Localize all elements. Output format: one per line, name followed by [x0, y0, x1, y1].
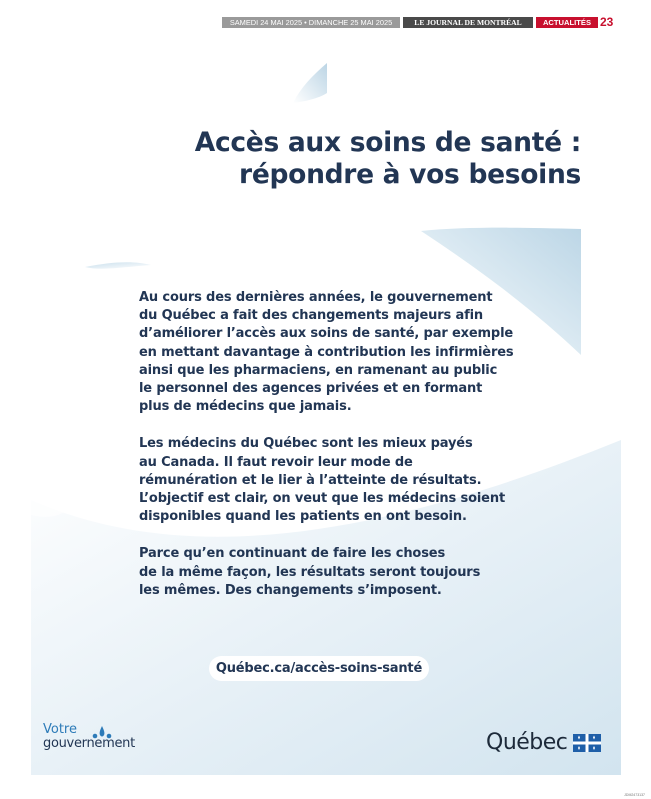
masthead-journal-name: LE JOURNAL DE MONTRÉAL [403, 17, 533, 28]
text-line: Les médecins du Québec sont les mieux payés [139, 436, 473, 452]
votre-label: Votre [43, 722, 77, 737]
votre-gouvernement-logo [43, 723, 153, 755]
text-line: disponibles quand les patients en ont besoin. [139, 509, 467, 525]
text-line: L’objectif est clair, on veut que les médecins soient [139, 491, 506, 507]
masthead-date: SAMEDI 24 MAI 2025 • DIMANCHE 25 MAI 2025 [222, 17, 400, 28]
text-line: rémunération et le lier à l’atteinte de résultats. [139, 472, 482, 488]
text-line: les mêmes. Des changements s’imposent. [139, 582, 442, 598]
text-line: Parce qu’en continuant de faire les choses [139, 546, 446, 562]
ad-title-line: Accès aux soins de santé : [194, 127, 581, 158]
text-line: au Canada. Il faut revoir leur mode de [139, 454, 413, 470]
text-line: ainsi que les pharmaciens, en ramenant au public [139, 362, 498, 378]
masthead-section: ACTUALITÉS [536, 17, 598, 28]
advertisement [31, 55, 621, 775]
text-line: Au cours des dernières années, le gouvernement [139, 290, 493, 305]
text-line: plus de médecins que jamais. [139, 399, 352, 415]
gouvernement-label: gouvernement [43, 736, 135, 751]
ad-title [31, 127, 581, 191]
ad-paragraph [139, 289, 539, 416]
fleurdelise-flag-icon [573, 734, 601, 752]
ad-paragraph [139, 435, 539, 526]
text-line: du Québec a fait des changements majeurs afin [139, 308, 483, 324]
ad-code: JDM2473137 [624, 793, 645, 797]
text-line: de la même façon, les résultats seront toujours [139, 564, 481, 580]
masthead-page-number: 23 [600, 15, 614, 29]
newspaper-masthead [222, 17, 613, 28]
ad-body [139, 289, 539, 619]
url-link[interactable]: Québec.ca/accès-soins-santé [209, 656, 429, 681]
ad-title-line: répondre à vos besoins [239, 159, 581, 190]
text-line: le personnel des agences privées et en formant [139, 381, 483, 397]
quebec-logo [486, 730, 601, 756]
text-line: d’améliorer l’accès aux soins de santé, par exemple [139, 326, 514, 342]
ad-paragraph [139, 545, 539, 600]
text-line: en mettant davantage à contribution les infirmières [139, 344, 514, 360]
quebec-wordmark: Québec [486, 730, 568, 755]
